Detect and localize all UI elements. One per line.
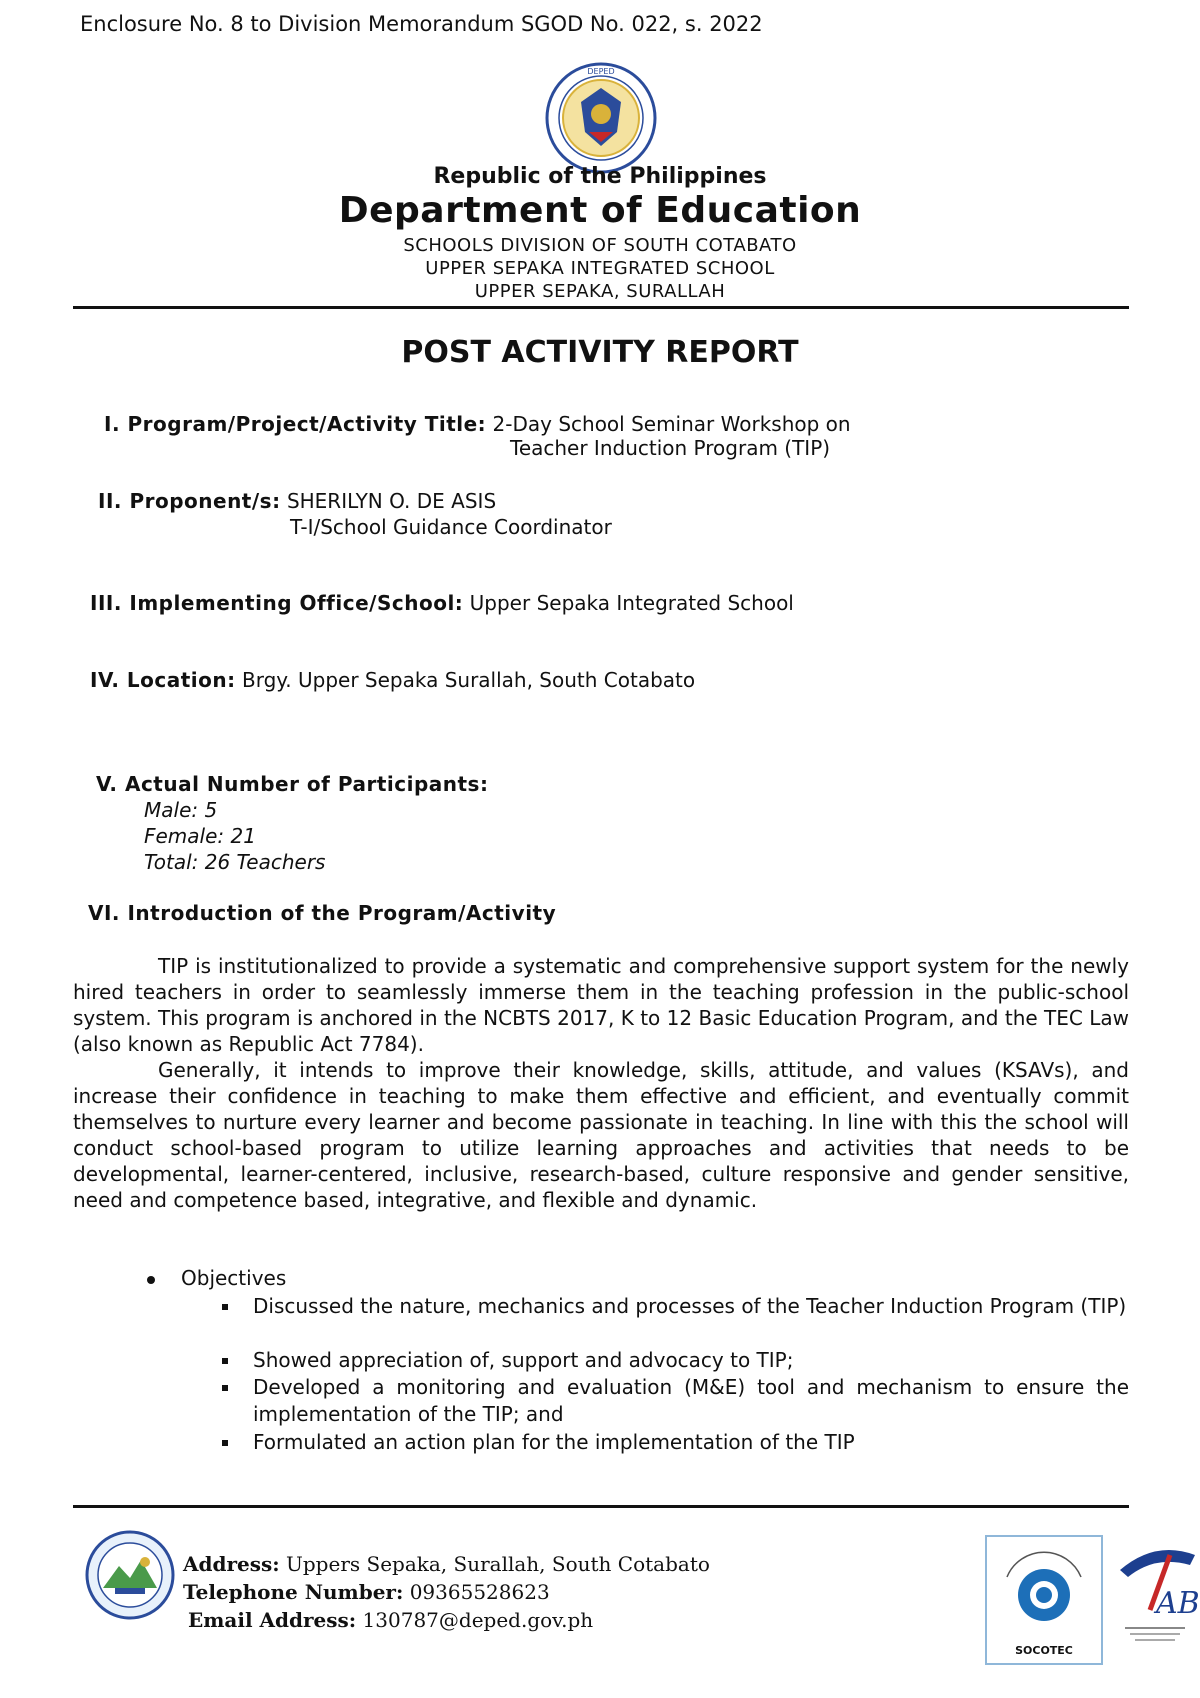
header-divider	[73, 306, 1129, 309]
objective-item: Formulated an action plan for the implementation of the TIP	[253, 1430, 855, 1454]
socotec-label: SOCOTEC	[1015, 1644, 1073, 1657]
email-label: Email Address:	[188, 1608, 357, 1632]
pab-label: AB	[1156, 1586, 1200, 1621]
footer-address	[183, 1552, 710, 1576]
footer-email	[188, 1608, 593, 1632]
objective-bullet-icon	[222, 1358, 228, 1364]
school-heading: UPPER SEPAKA INTEGRATED SCHOOL	[425, 258, 775, 279]
section-6-label: VI. Introduction of the Program/Activity	[88, 901, 557, 925]
svg-text:DEPED: DEPED	[587, 67, 615, 76]
intro-paragraph-2: Generally, it intends to improve their knowledge, skills, attitude, and values (KSAVs), and increase their confidence in teaching to make them effective and efficient, and eventually commit themselves to nurture every learner and become passionate in teaching. In line with this the school will conduct school-based program to utilize learning approaches and activities that needs to be developmental, learner-centered, inclusive, research-based, culture responsive and gender sensitive, need and competence based, integrative, and flexible and dynamic.	[73, 1058, 1129, 1212]
participants-male: Male: 5	[144, 798, 218, 822]
objective-bullet-icon	[222, 1385, 228, 1391]
deped-seal-icon	[545, 62, 657, 174]
enclosure-note: Enclosure No. 8 to Division Memorandum SGOD No. 022, s. 2022	[80, 12, 763, 36]
objective-item: Developed a monitoring and evaluation (M&E) tool and mechanism to ensure the implementation of the TIP; and	[253, 1375, 1129, 1426]
objective-bullet-icon	[222, 1440, 228, 1446]
section-4-value: Brgy. Upper Sepaka Surallah, South Cotabato	[242, 668, 696, 692]
section-1-label: I. Program/Project/Activity Title:	[104, 412, 487, 436]
section-2-value-continued: T-I/School Guidance Coordinator	[290, 515, 612, 539]
section-5	[96, 771, 488, 797]
division-heading: SCHOOLS DIVISION OF SOUTH COTABATO	[403, 235, 797, 256]
participants-total: Total: 26 Teachers	[144, 850, 326, 874]
intro-paragraph-1: TIP is institutionalized to provide a systematic and comprehensive support system for the newly hired teachers in order to seamlessly immerse them in the teaching profession in the public-school system. This program is anchored in the NCBTS 2017, K to 12 Basic Education Program, and the TEC Law (also known as Republic Act 7784).	[73, 954, 1129, 1056]
participants-female: Female: 21	[144, 824, 256, 848]
address-label: Address:	[183, 1552, 280, 1576]
section-3-value: Upper Sepaka Integrated School	[469, 591, 794, 615]
section-1-value: 2-Day School Seminar Workshop on	[492, 412, 851, 436]
objective-item: Showed appreciation of, support and advocacy to TIP;	[253, 1348, 794, 1372]
report-title: POST ACTIVITY REPORT	[401, 335, 799, 370]
objectives-label: Objectives	[181, 1266, 287, 1290]
section-2	[98, 488, 496, 514]
socotec-certification-badge	[985, 1535, 1103, 1665]
introduction-body	[73, 953, 1129, 1213]
section-6	[88, 900, 556, 926]
section-4-label: IV. Location:	[90, 668, 236, 692]
objective-item: Discussed the nature, mechanics and processes of the Teacher Induction Program (TIP)	[253, 1294, 1127, 1318]
section-2-label: II. Proponent/s:	[98, 489, 281, 513]
phone-value: 09365528623	[409, 1580, 550, 1604]
place-heading: UPPER SEPAKA, SURALLAH	[474, 281, 726, 302]
phone-label: Telephone Number:	[183, 1580, 404, 1604]
section-1	[104, 411, 851, 437]
pab-accreditation-icon	[1110, 1535, 1200, 1665]
objective-bullet-icon	[222, 1304, 228, 1310]
section-5-label: V. Actual Number of Participants:	[96, 772, 489, 796]
objectives-bullet-icon	[147, 1276, 155, 1284]
email-value: 130787@deped.gov.ph	[362, 1608, 594, 1632]
socotec-logo-icon	[987, 1537, 1101, 1637]
republic-heading: Republic of the Philippines	[433, 164, 767, 189]
footer-divider	[73, 1505, 1129, 1508]
school-logo-icon	[85, 1530, 175, 1620]
department-heading: Department of Education	[338, 190, 862, 231]
section-3	[90, 590, 794, 616]
section-1-value-continued: Teacher Induction Program (TIP)	[510, 436, 831, 460]
footer-phone	[183, 1580, 550, 1604]
section-2-value: SHERILYN O. DE ASIS	[286, 489, 497, 513]
section-4	[90, 667, 695, 693]
address-value: Uppers Sepaka, Surallah, South Cotabato	[286, 1552, 710, 1576]
section-3-label: III. Implementing Office/School:	[90, 591, 464, 615]
